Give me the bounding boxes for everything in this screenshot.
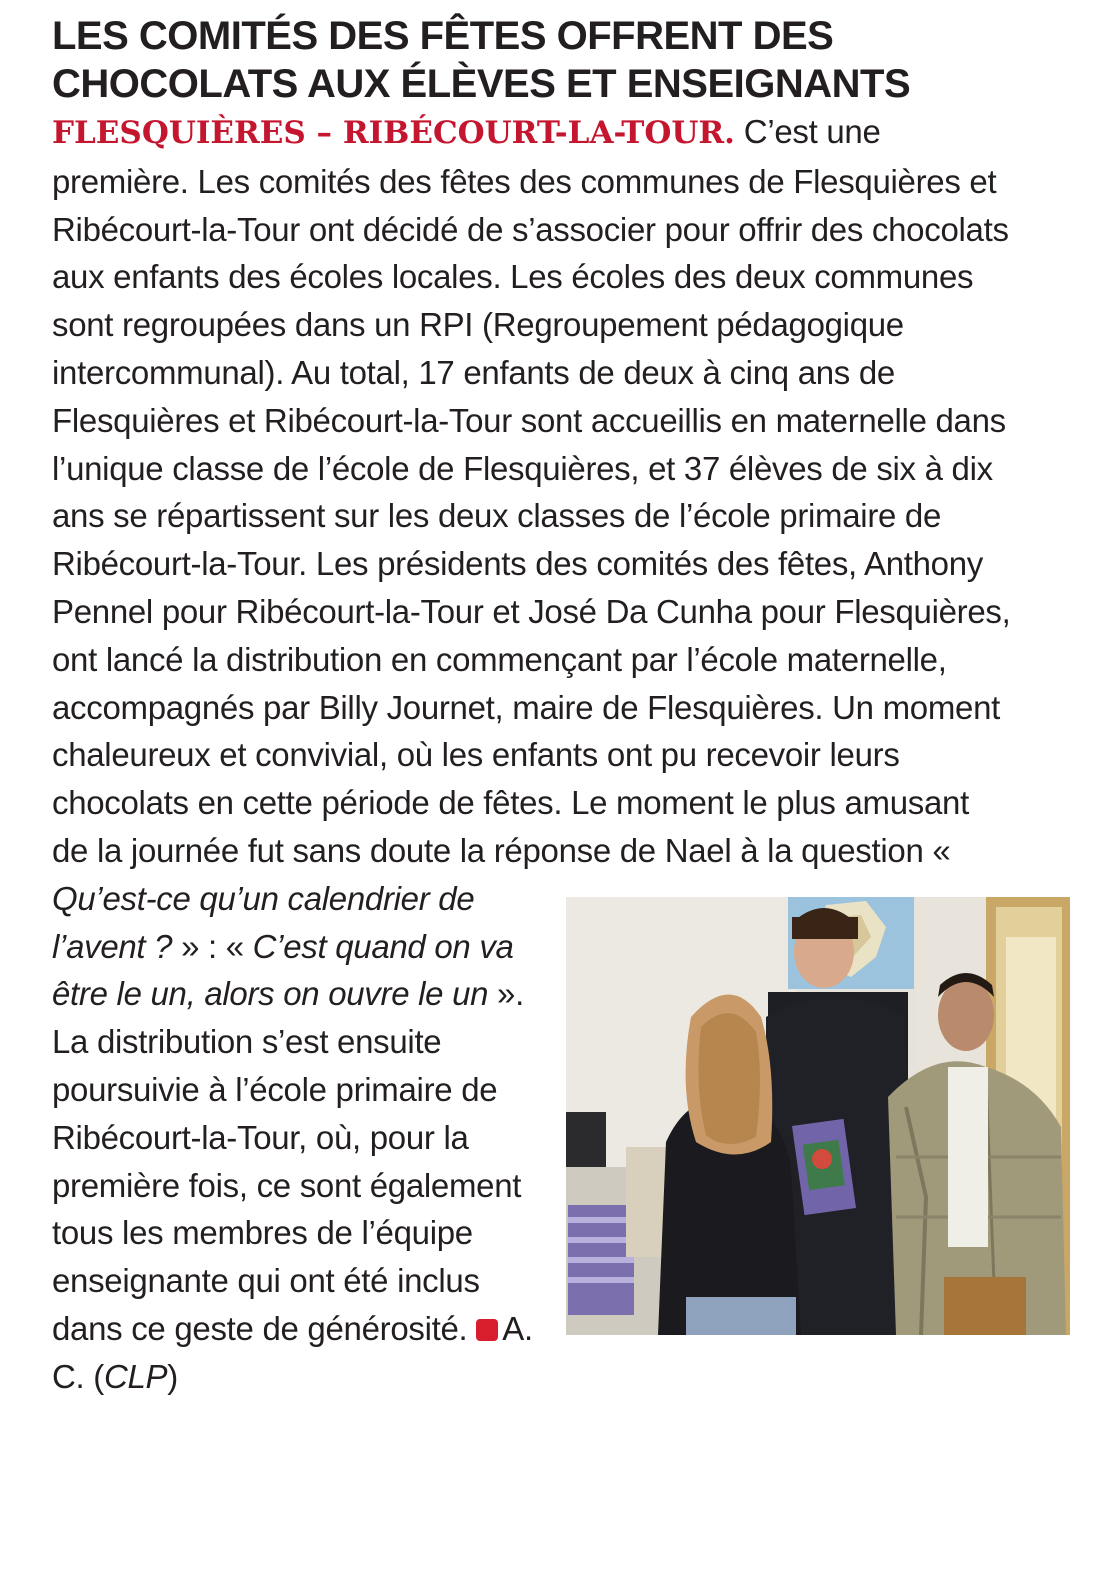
headline-line-2: CHOCOLATS AUX ÉLÈVES ET ENSEIGNANTS — [52, 62, 911, 106]
quoted-answer: C’est quand on va être le un, alors on ouvre le un — [52, 927, 514, 1013]
location-kicker: FLESQUIÈRES – RIBÉCOURT-LA-TOUR. — [52, 115, 735, 151]
quoted-question: Qu’est-ce qu’un calendrier de l’avent ? — [52, 879, 475, 965]
quote-separator: » : « — [172, 927, 253, 965]
signature-close: ) — [167, 1357, 178, 1395]
body-outro: ». La distribution s’est ensuite poursuivie à l’école primaire de Ribécourt-la-Tour, où, pour la première fois, ce sont également tous les membres de l’équipe enseignante qui ont été inclus dans ce geste de générosité. — [52, 975, 524, 1347]
headline-line-1: LES COMITÉS DES FÊTES OFFRENT DES — [52, 14, 834, 58]
article-body — [52, 108, 1012, 1401]
body-intro: C’est une première. Les comités des fêtes des communes de Flesquières et Ribécourt-la-Tour ont décidé de s’associer pour offrir des chocolats aux enfants des écoles locales. Les écoles des deux communes sont regroupées dans un RPI (Regroupement pédagogique intercommunal). Au total, 17 enfants de deux à cinq ans de Flesquières et Ribécourt-la-Tour sont accueillis en maternelle dans l’unique classe de l’école de Flesquières, et 37 élèves de six à dix ans se répartissent sur les deux classes de l’école primaire de Ribécourt-la-Tour. Les présidents des comités des fêtes, Anthony Pennel pour Ribécourt-la-Tour et José Da Cunha pour Flesquières, ont lancé la distribution en commençant par l’école maternelle, accompagnés par Billy Journet, maire de Flesquières. Un moment chaleureux et convivial, où les enfants ont pu recevoir leurs chocolats en cette période de fêtes. Le moment le plus amusant de la journée fut sans doute la réponse de Nael à la question « — [52, 113, 1011, 869]
article-photo — [566, 897, 1070, 1335]
signature-author: A. C. ( — [52, 1309, 533, 1395]
end-bullet-icon — [476, 1319, 498, 1341]
signature-source: CLP — [103, 1357, 168, 1395]
headline — [52, 12, 1012, 108]
article — [52, 12, 1012, 1401]
